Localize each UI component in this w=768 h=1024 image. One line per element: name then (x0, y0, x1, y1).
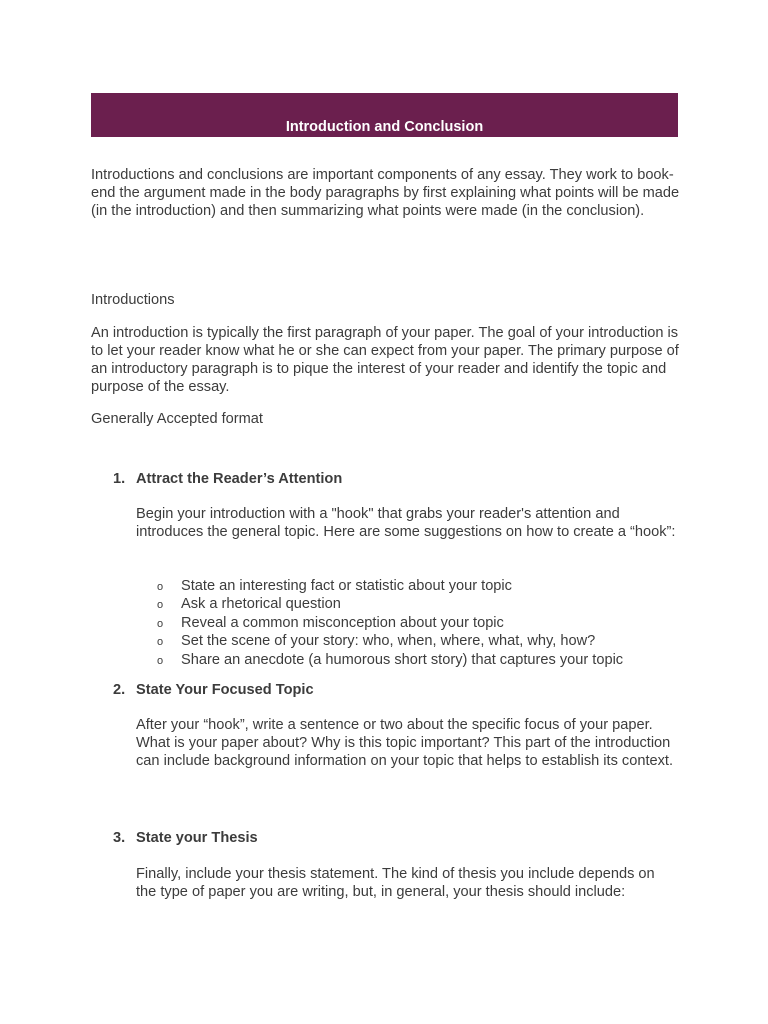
list-item-text: Share an anecdote (a humorous short story) that captures your topic (181, 651, 624, 668)
bullet-circle-icon: o (157, 636, 164, 649)
list-item-text: Ask a rhetorical question (181, 596, 341, 613)
step-number: 2. (113, 682, 126, 698)
step-body: Finally, include your thesis statement. The kind of thesis you include depends on the type of paper you are writing, but, in general, your thesis should include: (136, 866, 655, 900)
document-title: Introduction and Conclusion (285, 119, 484, 135)
step-title: State your Thesis (136, 830, 258, 846)
bullet-circle-icon: o (157, 581, 164, 593)
step-number: 3. (113, 830, 126, 846)
list-item-text: Reveal a common misconception about your topic (181, 614, 504, 631)
list-item (136, 651, 676, 669)
section-heading: Introductions (91, 292, 175, 308)
title-bar (91, 93, 678, 137)
bullet-circle-icon: o (157, 654, 164, 667)
format-label: Generally Accepted format (91, 411, 263, 427)
bullet-circle-icon: o (157, 617, 164, 630)
section-paragraph: An introduction is typically the first paragraph of your paper. The goal of your introduction is to let your reader know what he or she can expect from your paper. The primary purpose of an introductory paragraph is to pique the interest of your reader and identify the topic and purpose of the essay. (91, 325, 679, 395)
list-item (136, 577, 676, 595)
step-body: Begin your introduction with a "hook" that grabs your reader's attention and introduces the general topic. Here are some suggestions on how to create a “hook”: (136, 506, 676, 540)
hook-suggestions-list (136, 577, 676, 669)
list-item (136, 632, 676, 650)
step-title: State Your Focused Topic (136, 682, 314, 698)
step-title: Attract the Reader’s Attention (136, 471, 343, 487)
bullet-circle-icon: o (157, 599, 164, 612)
list-item (136, 595, 676, 613)
list-item-text: Set the scene of your story: who, when, where, what, why, how? (181, 633, 596, 650)
list-item-text: State an interesting fact or statistic about your topic (181, 578, 512, 594)
intro-paragraph: Introductions and conclusions are important components of any essay. They work to book-end the argument made in the body paragraphs by first explaining what points will be made (in the introduction) and then summarizing what points were made (in the conclusion). (91, 167, 680, 219)
step-body: After your “hook”, write a sentence or two about the specific focus of your paper. What is your paper about? Why is this topic important? This part of the introduction can include background information on your topic that helps to establish its context. (136, 717, 674, 769)
list-item (136, 614, 676, 632)
step-number: 1. (113, 471, 126, 487)
